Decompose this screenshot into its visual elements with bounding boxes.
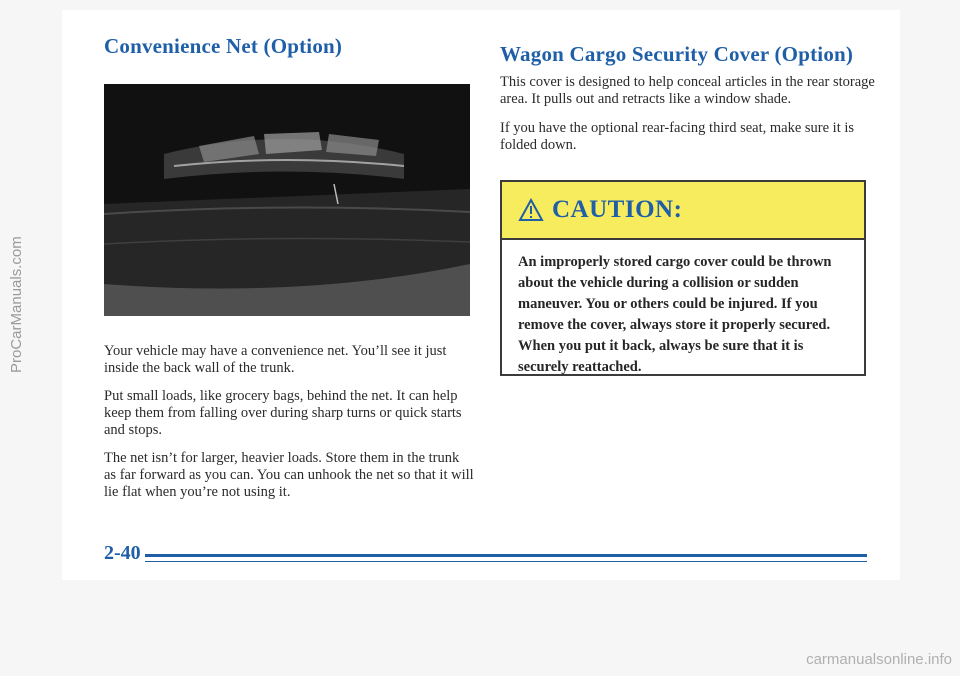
caution-box [500,180,866,376]
caution-text: An improperly stored cargo cover could be thrown about the vehicle during a collision or sudden maneuver. You or others could be injured. If you remove the cover, always store it properly secured. When you put it back, always be sure that it is securely reattached. [518,254,832,375]
paragraph-net-location: Your vehicle may have a convenience net. You’ll see it just inside the back wall of the trunk. [104,343,447,376]
footer-rule [145,554,867,557]
page-number: 2-40 [104,542,141,564]
trunk-photo-illustration [104,84,470,316]
paragraph-net-heavy-loads: The net isn’t for larger, heavier loads. Store them in the trunk as far forward as you can. You can unhook the net so that it will lie flat when you’re not using it. [104,450,474,500]
section-title-cargo-cover: Wagon Cargo Security Cover (Option) [500,42,854,66]
footer-rule-thin [145,561,867,562]
caution-heading: CAUTION: [552,196,683,223]
watermark-bottom: carmanualsonline.info [806,651,952,668]
section-title-convenience-net: Convenience Net (Option) [104,34,343,58]
paragraph-cover-description: This cover is designed to help conceal articles in the rear storage area. It pulls out and retracts like a window shade. [500,74,875,107]
caution-header [502,182,864,240]
trunk-net-photo [104,84,470,316]
paragraph-net-small-loads: Put small loads, like grocery bags, behind the net. It can help keep them from falling over during sharp turns or quick starts and stops. [104,388,462,438]
warning-triangle-icon [518,198,544,222]
paragraph-third-seat: If you have the optional rear-facing third seat, make sure it is folded down. [500,120,855,153]
watermark-side: ProCarManuals.com [8,236,25,374]
